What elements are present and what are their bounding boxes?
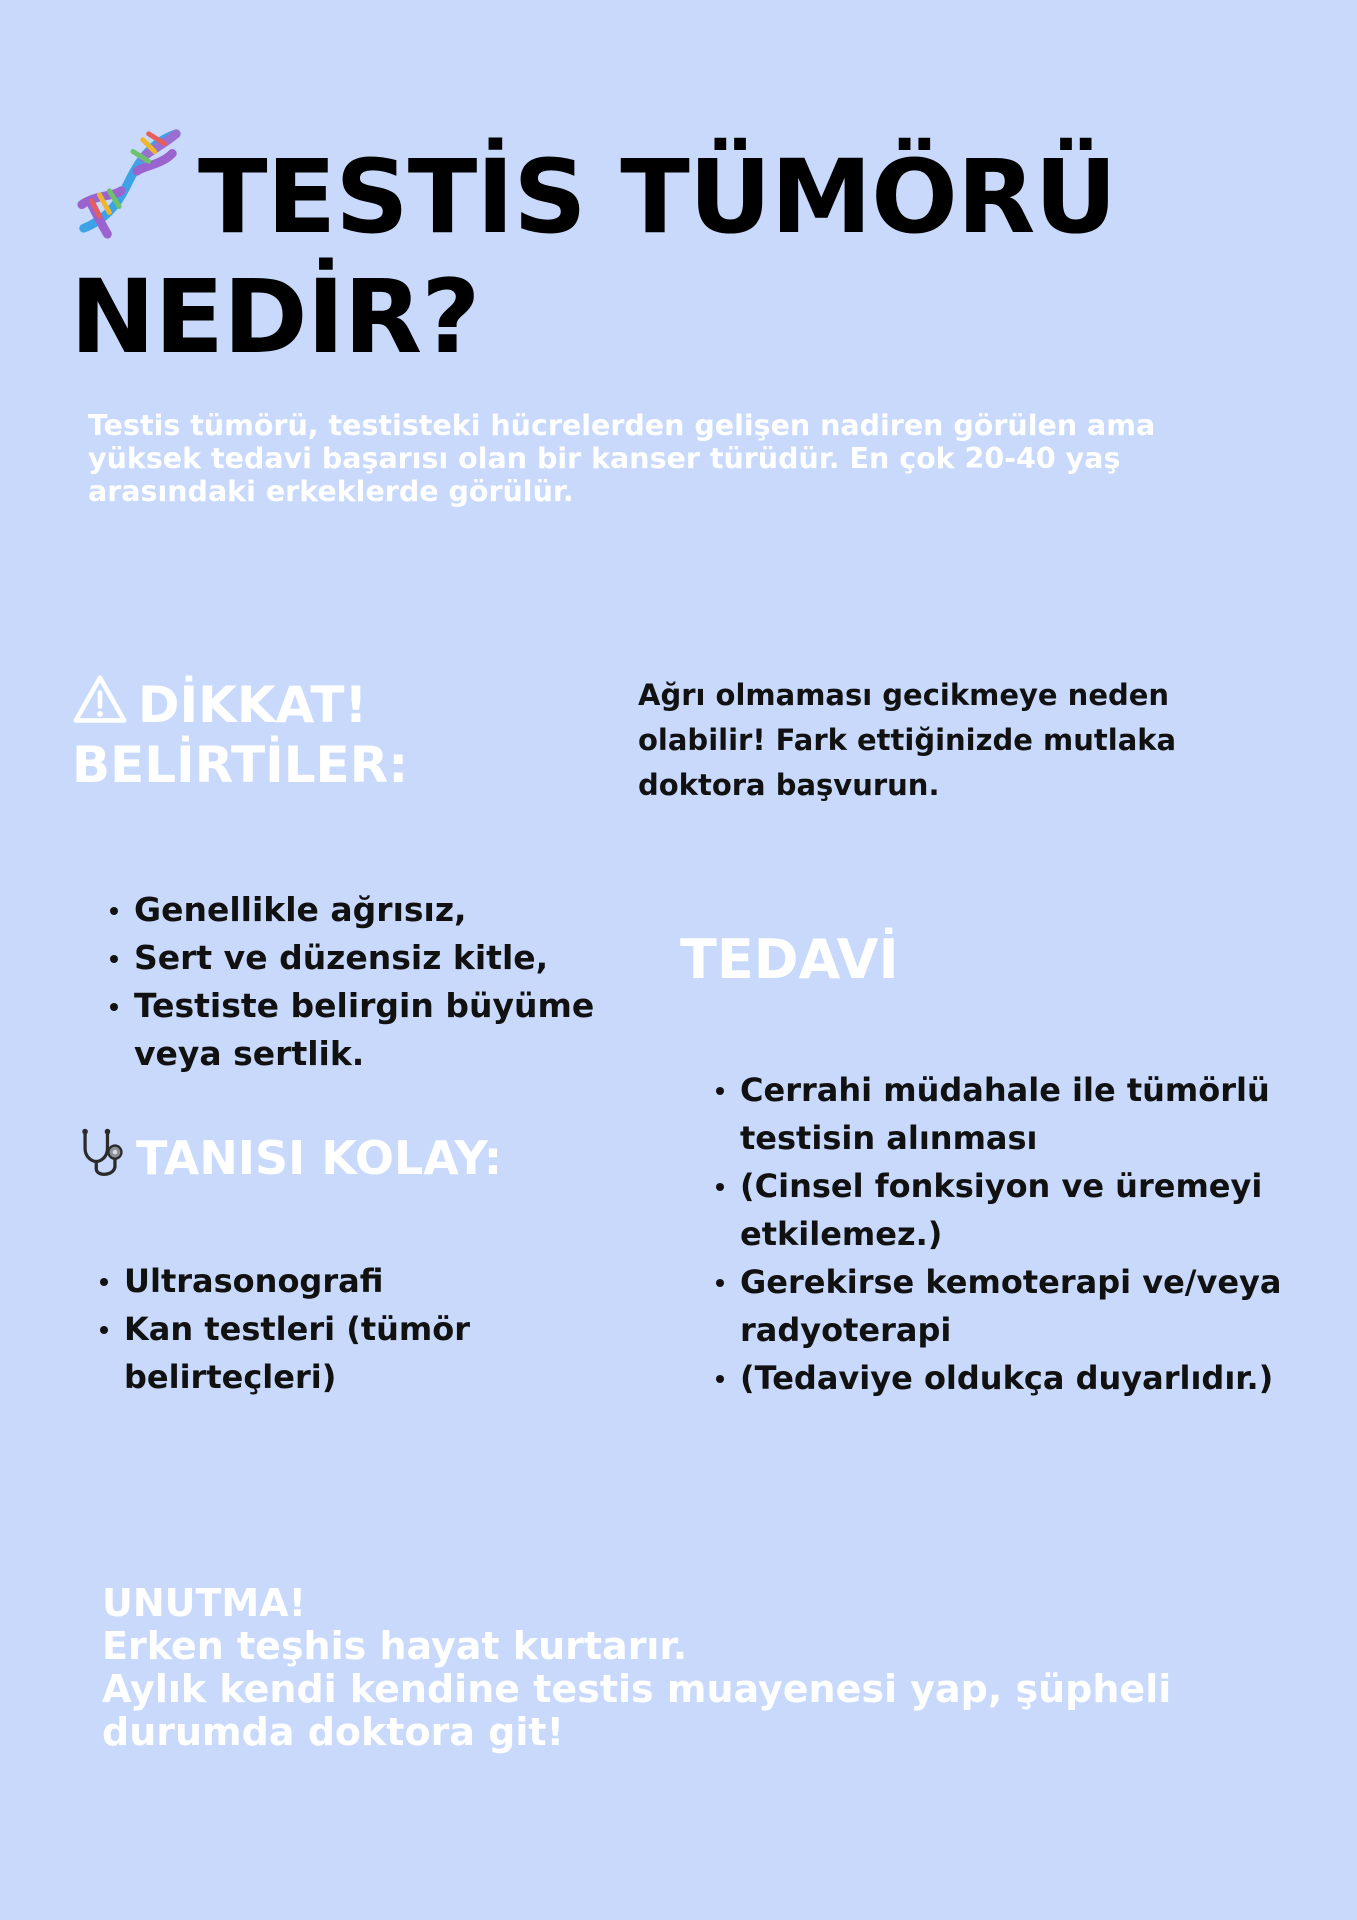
symptom-item xyxy=(108,934,648,982)
treatment-item xyxy=(714,1354,1344,1402)
symptoms-heading-line-2: BELİRTİLER: xyxy=(72,736,409,794)
diagnosis-item-text: belirteçleri) xyxy=(124,1358,337,1396)
diagnosis-item-text: Kan testleri (tümör xyxy=(124,1310,471,1348)
symptom-item-text: Sert ve düzensiz kitle, xyxy=(134,938,549,977)
diagnosis-heading xyxy=(72,1126,672,1188)
treatment-item-text: Cerrahi müdahale ile tümörlü xyxy=(740,1071,1270,1109)
treatment-item-text: etkilemez.) xyxy=(740,1215,943,1253)
warning-note-line: olabilir! Fark ettiğinizde mutlaka xyxy=(638,723,1177,757)
reminder-line: Erken teşhis hayat kurtarır. xyxy=(102,1624,688,1668)
diagnosis-item-text: Ultrasonografi xyxy=(124,1262,384,1300)
diagnosis-list xyxy=(98,1257,618,1401)
treatment-item xyxy=(714,1162,1344,1258)
reminder-line: durumda doktora git! xyxy=(102,1710,564,1754)
symptom-item-text: veya sertlik. xyxy=(134,1034,365,1073)
reminder-line: Aylık kendi kendine testis muayenesi yap, şüpheli xyxy=(102,1667,1172,1711)
treatment-item xyxy=(714,1066,1344,1162)
intro-line: Testis tümörü, testisteki hücrelerden gelişen nadiren görülen ama xyxy=(88,409,1156,442)
warning-note xyxy=(638,673,1278,808)
reminder-title: UNUTMA! xyxy=(102,1581,306,1625)
stethoscope-icon xyxy=(72,1126,128,1182)
reminder-block xyxy=(102,1582,1302,1754)
treatment-item-text: Gerekirse kemoterapi ve/veya xyxy=(740,1263,1282,1301)
diagnosis-item xyxy=(98,1257,618,1305)
symptoms-heading xyxy=(72,674,592,795)
symptom-item-text: Testiste belirgin büyüme xyxy=(134,986,595,1025)
title-text-1: TESTİS TÜMÖRÜ xyxy=(198,138,1117,257)
treatment-item xyxy=(714,1258,1344,1354)
page-title xyxy=(70,122,1300,378)
intro-line: arasındaki erkeklerde görülür. xyxy=(88,475,574,508)
symptoms-heading-line-1 xyxy=(72,674,592,735)
intro-line: yüksek tedavi başarısı olan bir kanser türüdür. En çok 20-40 yaş xyxy=(88,442,1121,475)
diagnosis-heading-text: TANISI KOLAY: xyxy=(136,1131,503,1185)
diagnosis-item xyxy=(98,1305,618,1401)
treatment-list xyxy=(714,1066,1344,1402)
title-line-2: NEDİR? xyxy=(70,258,480,377)
warning-icon xyxy=(72,674,128,726)
symptom-item-text: Genellikle ağrısız, xyxy=(134,890,467,929)
treatment-item-text: (Tedaviye oldukça duyarlıdır.) xyxy=(740,1359,1274,1397)
treatment-item-text: testisin alınması xyxy=(740,1119,1038,1157)
warning-note-line: Ağrı olmaması gecikmeye neden xyxy=(638,678,1170,712)
intro-paragraph xyxy=(88,409,1288,508)
treatment-item-text: (Cinsel fonksiyon ve üremeyi xyxy=(740,1167,1263,1205)
title-line-1 xyxy=(70,122,1300,258)
treatment-item-text: radyoterapi xyxy=(740,1311,952,1349)
dna-icon xyxy=(70,122,188,240)
symptoms-list xyxy=(108,886,648,1078)
symptoms-heading-text-1: DİKKAT! xyxy=(138,676,368,734)
symptom-item xyxy=(108,982,648,1078)
symptom-item xyxy=(108,886,648,934)
treatment-heading: TEDAVİ xyxy=(680,928,899,991)
warning-note-line: doktora başvurun. xyxy=(638,768,940,802)
